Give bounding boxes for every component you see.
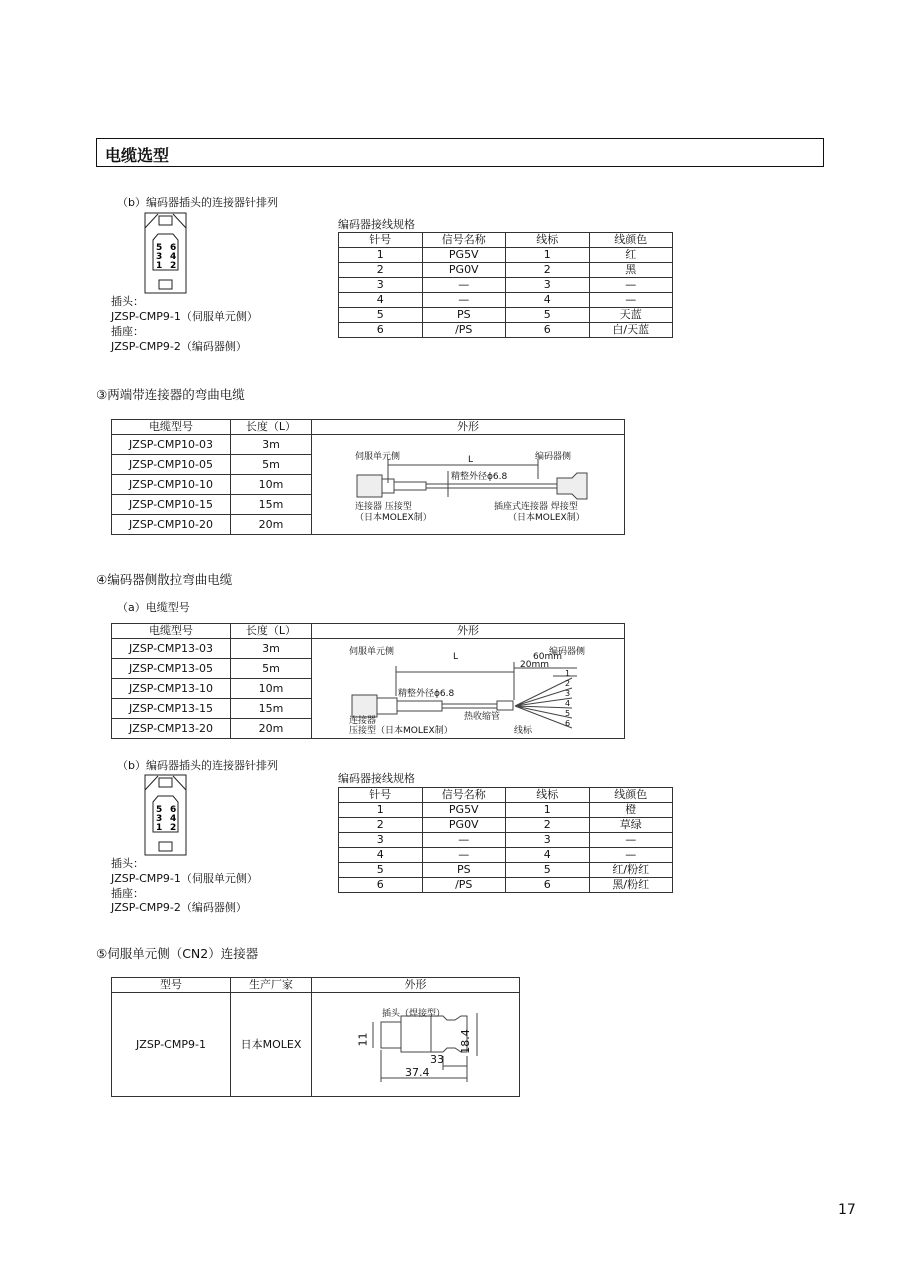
table-cell: 5	[506, 308, 590, 323]
diagram-label: 插头（焊接型）	[382, 1009, 446, 1019]
diagram-label: 伺服单元侧	[355, 452, 401, 462]
table-cell: 1	[506, 248, 590, 263]
table-cell: 3	[339, 278, 423, 293]
table-cell: JZSP-CMP13-15	[112, 699, 231, 719]
header-cell: 线标	[506, 788, 590, 803]
table-cell: 4	[506, 293, 590, 308]
header-cell: 线标	[506, 233, 590, 248]
plug-label: 插头：	[111, 295, 144, 308]
table-cell: 1	[506, 803, 590, 818]
diagram-label: 20mm	[520, 660, 549, 670]
svg-text:3: 3	[156, 252, 163, 262]
svg-text:4: 4	[170, 814, 177, 824]
dimension-label: 37.4	[405, 1066, 430, 1079]
svg-text:1: 1	[156, 823, 163, 833]
table-cell: 白/天蓝	[589, 323, 673, 338]
table-row	[339, 863, 673, 878]
table-cell: 橙	[589, 803, 673, 818]
table-cell: 1	[339, 803, 423, 818]
table-cell: 3m	[231, 435, 312, 455]
connector-pin-diagram	[144, 774, 188, 858]
wire-number: 4	[565, 699, 571, 708]
table-cell: 红	[589, 248, 673, 263]
table-cell: PG5V	[422, 248, 506, 263]
diagram-label: 热收缩管	[464, 712, 501, 722]
socket-model: JZSP-CMP9-2（编码器侧）	[111, 340, 247, 353]
diagram-label: 连接器	[349, 716, 377, 726]
table-cell: 6	[506, 878, 590, 893]
table-row	[339, 248, 673, 263]
table-cell: 5	[339, 308, 423, 323]
diagram-label: 精整外径ϕ6.8	[451, 472, 508, 482]
table-cell: —	[589, 293, 673, 308]
table-cell: 15m	[231, 495, 312, 515]
header-cell: 针号	[339, 233, 423, 248]
table-cell: JZSP-CMP10-05	[112, 455, 231, 475]
diagram-label: L	[468, 455, 474, 465]
wire-number: 6	[565, 719, 571, 728]
table-cell: 黑	[589, 263, 673, 278]
table-cell: 草绿	[589, 818, 673, 833]
wiring-table-title: 编码器接线规格	[338, 218, 415, 231]
table-cell: 6	[339, 878, 423, 893]
svg-text:4: 4	[170, 252, 177, 262]
diagram-label: 编码器侧	[549, 647, 586, 657]
table-cell: 3	[506, 833, 590, 848]
socket-label: 插座：	[111, 887, 144, 900]
wire-number: 3	[565, 689, 571, 698]
table-cell: PG0V	[422, 818, 506, 833]
header-cell: 线颜色	[589, 233, 673, 248]
table-cell: 5	[339, 863, 423, 878]
socket-label: 插座：	[111, 325, 144, 338]
table-cell: PG5V	[422, 803, 506, 818]
table-cell: —	[422, 848, 506, 863]
table-row	[339, 293, 673, 308]
wire-number: 1	[565, 669, 571, 678]
table-cell: 6	[339, 323, 423, 338]
page-number: 17	[838, 1202, 856, 1218]
wire-number: 5	[565, 709, 571, 718]
table-cell: —	[589, 848, 673, 863]
table-row	[339, 878, 673, 893]
connector-pin-diagram	[144, 212, 188, 296]
table-cell: —	[422, 293, 506, 308]
table-row	[339, 308, 673, 323]
table-cell: 2	[339, 818, 423, 833]
model-cell: JZSP-CMP9-1	[112, 993, 231, 1097]
header-cell: 电缆型号	[112, 420, 231, 435]
plug-label: 插头：	[111, 857, 144, 870]
header-cell: 针号	[339, 788, 423, 803]
table-cell: JZSP-CMP10-20	[112, 515, 231, 535]
plug-model: JZSP-CMP9-1（伺服单元侧）	[111, 872, 258, 885]
table-cell: JZSP-CMP10-10	[112, 475, 231, 495]
table-row	[339, 833, 673, 848]
table-cell: 4	[339, 293, 423, 308]
diagram-label: （日本MOLEX制）	[355, 513, 432, 523]
section-4-heading: ④编码器侧散拉弯曲电缆	[96, 572, 233, 587]
header-cell: 长度（L）	[231, 624, 312, 639]
table-cell: 4	[339, 848, 423, 863]
svg-text:5: 5	[156, 805, 163, 815]
diagram-label: 插座式连接器 焊接型	[494, 502, 578, 512]
table-row	[339, 263, 673, 278]
table-cell: 5	[506, 863, 590, 878]
diagram-label: L	[453, 652, 459, 662]
table-cell: —	[589, 278, 673, 293]
header-cell: 信号名称	[422, 233, 506, 248]
table-cell: 20m	[231, 719, 312, 739]
table-cell: JZSP-CMP13-03	[112, 639, 231, 659]
section-4-sub: （a）电缆型号	[117, 601, 190, 614]
pin-heading: （b）编码器插头的连接器针排列	[117, 759, 278, 772]
table-cell: 6	[506, 323, 590, 338]
svg-text:5: 5	[156, 243, 163, 253]
header-cell: 电缆型号	[112, 624, 231, 639]
table-cell: 3m	[231, 639, 312, 659]
table-cell: —	[422, 833, 506, 848]
diagram-label: 60mm	[533, 652, 562, 662]
table-cell: 5m	[231, 659, 312, 679]
header-cell: 型号	[112, 978, 231, 993]
table-cell: 黑/粉红	[589, 878, 673, 893]
diagram-label: （日本MOLEX制）	[508, 513, 585, 523]
table-cell: —	[589, 833, 673, 848]
section-5-heading: ⑤伺服单元侧（CN2）连接器	[96, 946, 259, 961]
table-cell: JZSP-CMP10-15	[112, 495, 231, 515]
wiring-table-title: 编码器接线规格	[338, 772, 415, 785]
table-cell: 10m	[231, 679, 312, 699]
table-row	[339, 848, 673, 863]
table-cell: 2	[506, 263, 590, 278]
table-cell: 4	[506, 848, 590, 863]
table-cell: —	[422, 278, 506, 293]
table-cell: JZSP-CMP10-03	[112, 435, 231, 455]
table-cell: 2	[506, 818, 590, 833]
table-cell: 15m	[231, 699, 312, 719]
section-title: 电缆选型	[96, 138, 824, 167]
diagram-label: 线标	[514, 726, 533, 736]
diagram-label: 压接型（日本MOLEX制）	[349, 726, 453, 736]
diagram-label: 编码器侧	[535, 452, 572, 462]
svg-text:3: 3	[156, 814, 163, 824]
table-cell: PS	[422, 308, 506, 323]
table-row	[339, 818, 673, 833]
svg-text:6: 6	[170, 805, 177, 815]
table-cell: 10m	[231, 475, 312, 495]
diagram-label: 连接器 压接型	[355, 502, 412, 512]
wiring-table	[338, 787, 673, 893]
table-row	[339, 803, 673, 818]
table-row	[339, 323, 673, 338]
header-cell: 长度（L）	[231, 420, 312, 435]
table-row	[339, 278, 673, 293]
table-cell: 天蓝	[589, 308, 673, 323]
table-cell: 3	[339, 833, 423, 848]
svg-text:2: 2	[170, 823, 177, 833]
header-cell: 线颜色	[589, 788, 673, 803]
table-cell: /PS	[422, 878, 506, 893]
header-cell: 生产厂家	[231, 978, 312, 993]
diagram-label: 精整外径ϕ6.8	[398, 689, 455, 699]
table-cell: JZSP-CMP13-20	[112, 719, 231, 739]
header-cell: 外形	[312, 624, 625, 639]
table-cell: 3	[506, 278, 590, 293]
wire-number: 2	[565, 679, 571, 688]
wiring-table	[338, 232, 673, 338]
table-cell: 20m	[231, 515, 312, 535]
svg-text:1: 1	[156, 261, 163, 271]
maker-cell: 日本MOLEX	[231, 993, 312, 1097]
table-cell: 5m	[231, 455, 312, 475]
header-cell: 信号名称	[422, 788, 506, 803]
header-cell: 外形	[312, 978, 520, 993]
dimension-label: 33	[430, 1053, 444, 1066]
dimension-label: 11	[356, 1032, 370, 1047]
table-cell: JZSP-CMP13-05	[112, 659, 231, 679]
pin-heading: （b）编码器插头的连接器针排列	[117, 196, 278, 209]
diagram-label: 伺服单元侧	[349, 647, 395, 657]
socket-model: JZSP-CMP9-2（编码器侧）	[111, 901, 247, 914]
table-cell: PS	[422, 863, 506, 878]
svg-text:2: 2	[170, 261, 177, 271]
svg-text:6: 6	[170, 243, 177, 253]
table-cell: 1	[339, 248, 423, 263]
section-3-heading: ③两端带连接器的弯曲电缆	[96, 387, 245, 402]
table-cell: /PS	[422, 323, 506, 338]
table-cell: JZSP-CMP13-10	[112, 679, 231, 699]
table-cell: PG0V	[422, 263, 506, 278]
table-cell: 红/粉红	[589, 863, 673, 878]
dimension-label: 18.4	[458, 1029, 472, 1054]
plug-model: JZSP-CMP9-1（伺服单元侧）	[111, 310, 258, 323]
header-cell: 外形	[312, 420, 625, 435]
table-cell: 2	[339, 263, 423, 278]
